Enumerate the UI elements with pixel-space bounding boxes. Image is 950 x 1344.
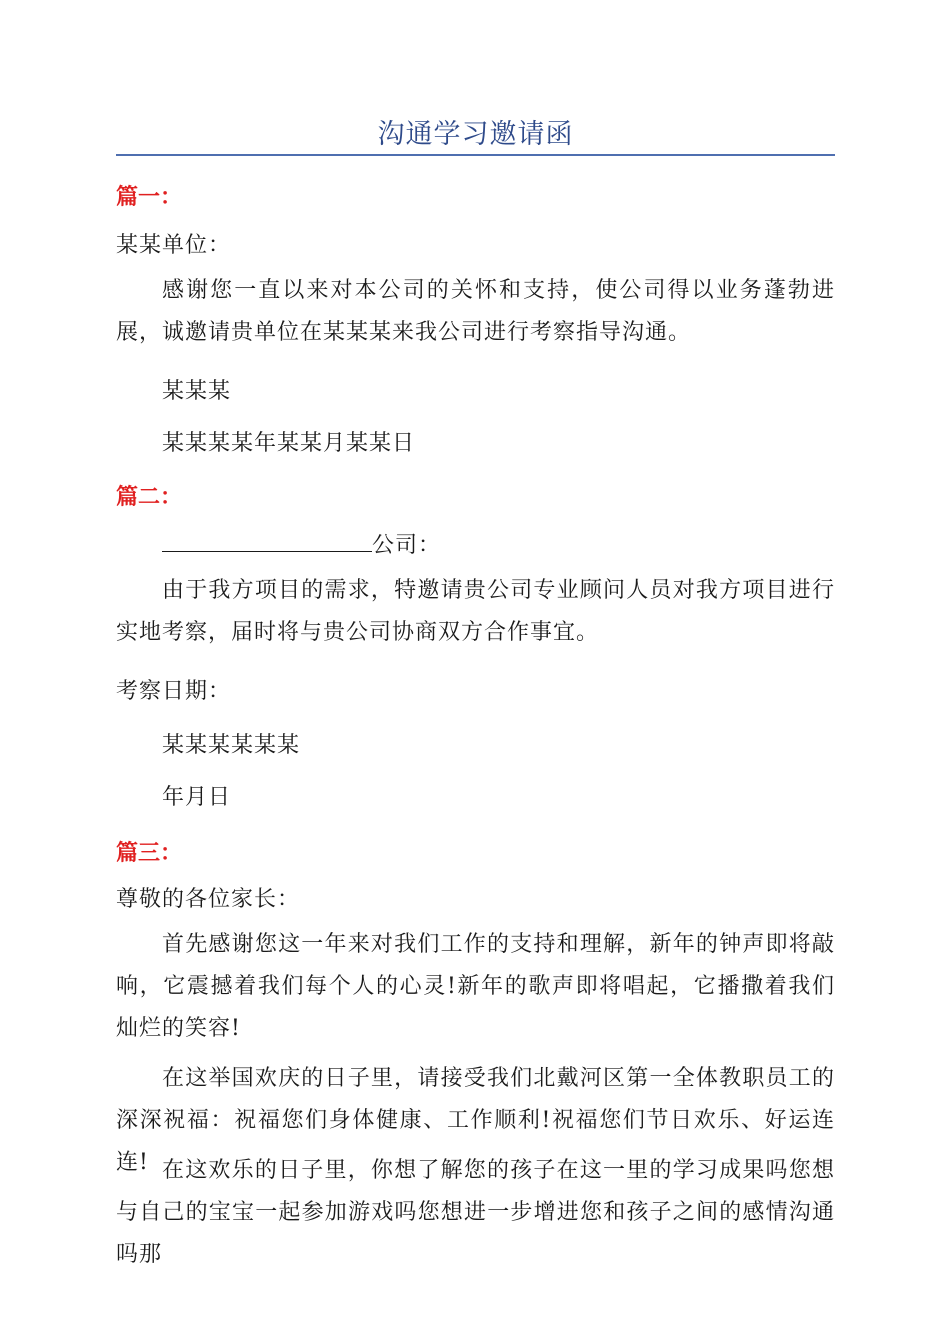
- section2-heading: 篇二：: [116, 485, 183, 510]
- section1-date: 某某某某年某某月某某日: [162, 431, 416, 456]
- document-title: 沟通学习邀请函: [377, 119, 574, 150]
- section3-para3: 在这欢乐的日子里，你想了解您的孩子在这一里的学习成果吗您想与自己的宝宝一起参加游戏吗您想进一步增进您和孩子之间的感情沟通吗那: [116, 1158, 835, 1267]
- section2-signer: 某某某某某某: [162, 733, 301, 758]
- section2-blank-suffix: 公司：: [372, 533, 442, 558]
- section1-heading: 篇一：: [116, 185, 183, 210]
- section1-salutation: 某某单位：: [116, 233, 232, 258]
- section2-date-label: 考察日期：: [116, 679, 232, 704]
- section1-body: 感谢您一直以来对本公司的关怀和支持，使公司得以业务蓬勃进展，诚邀请贵单位在某某某来我公司进行考察指导沟通。: [116, 278, 835, 345]
- section2-addressee: [162, 528, 441, 559]
- title-underline: [116, 154, 835, 156]
- section3-salutation: 尊敬的各位家长：: [116, 887, 301, 912]
- section3-para1: 首先感谢您这一年来对我们工作的支持和理解，新年的钟声即将敲响，它震撼着我们每个人的心灵!新年的歌声即将唱起，它播撒着我们灿烂的笑容!: [116, 932, 835, 1041]
- section3-para2: 在这举国欢庆的日子里，请接受我们北戴河区第一全体教职员工的深深祝福：祝福您们身体健康、工作顺利!祝福您们节日欢乐、好运连连!: [116, 1066, 835, 1175]
- section3-heading: 篇三：: [116, 841, 183, 866]
- addressee-blank-line: [162, 533, 372, 552]
- section1-signer: 某某某: [162, 379, 232, 404]
- section2-body: 由于我方项目的需求，特邀请贵公司专业顾问人员对我方项目进行实地考察，届时将与贵公司协商双方合作事宜。: [116, 578, 835, 645]
- section2-date: 年月日: [162, 785, 232, 810]
